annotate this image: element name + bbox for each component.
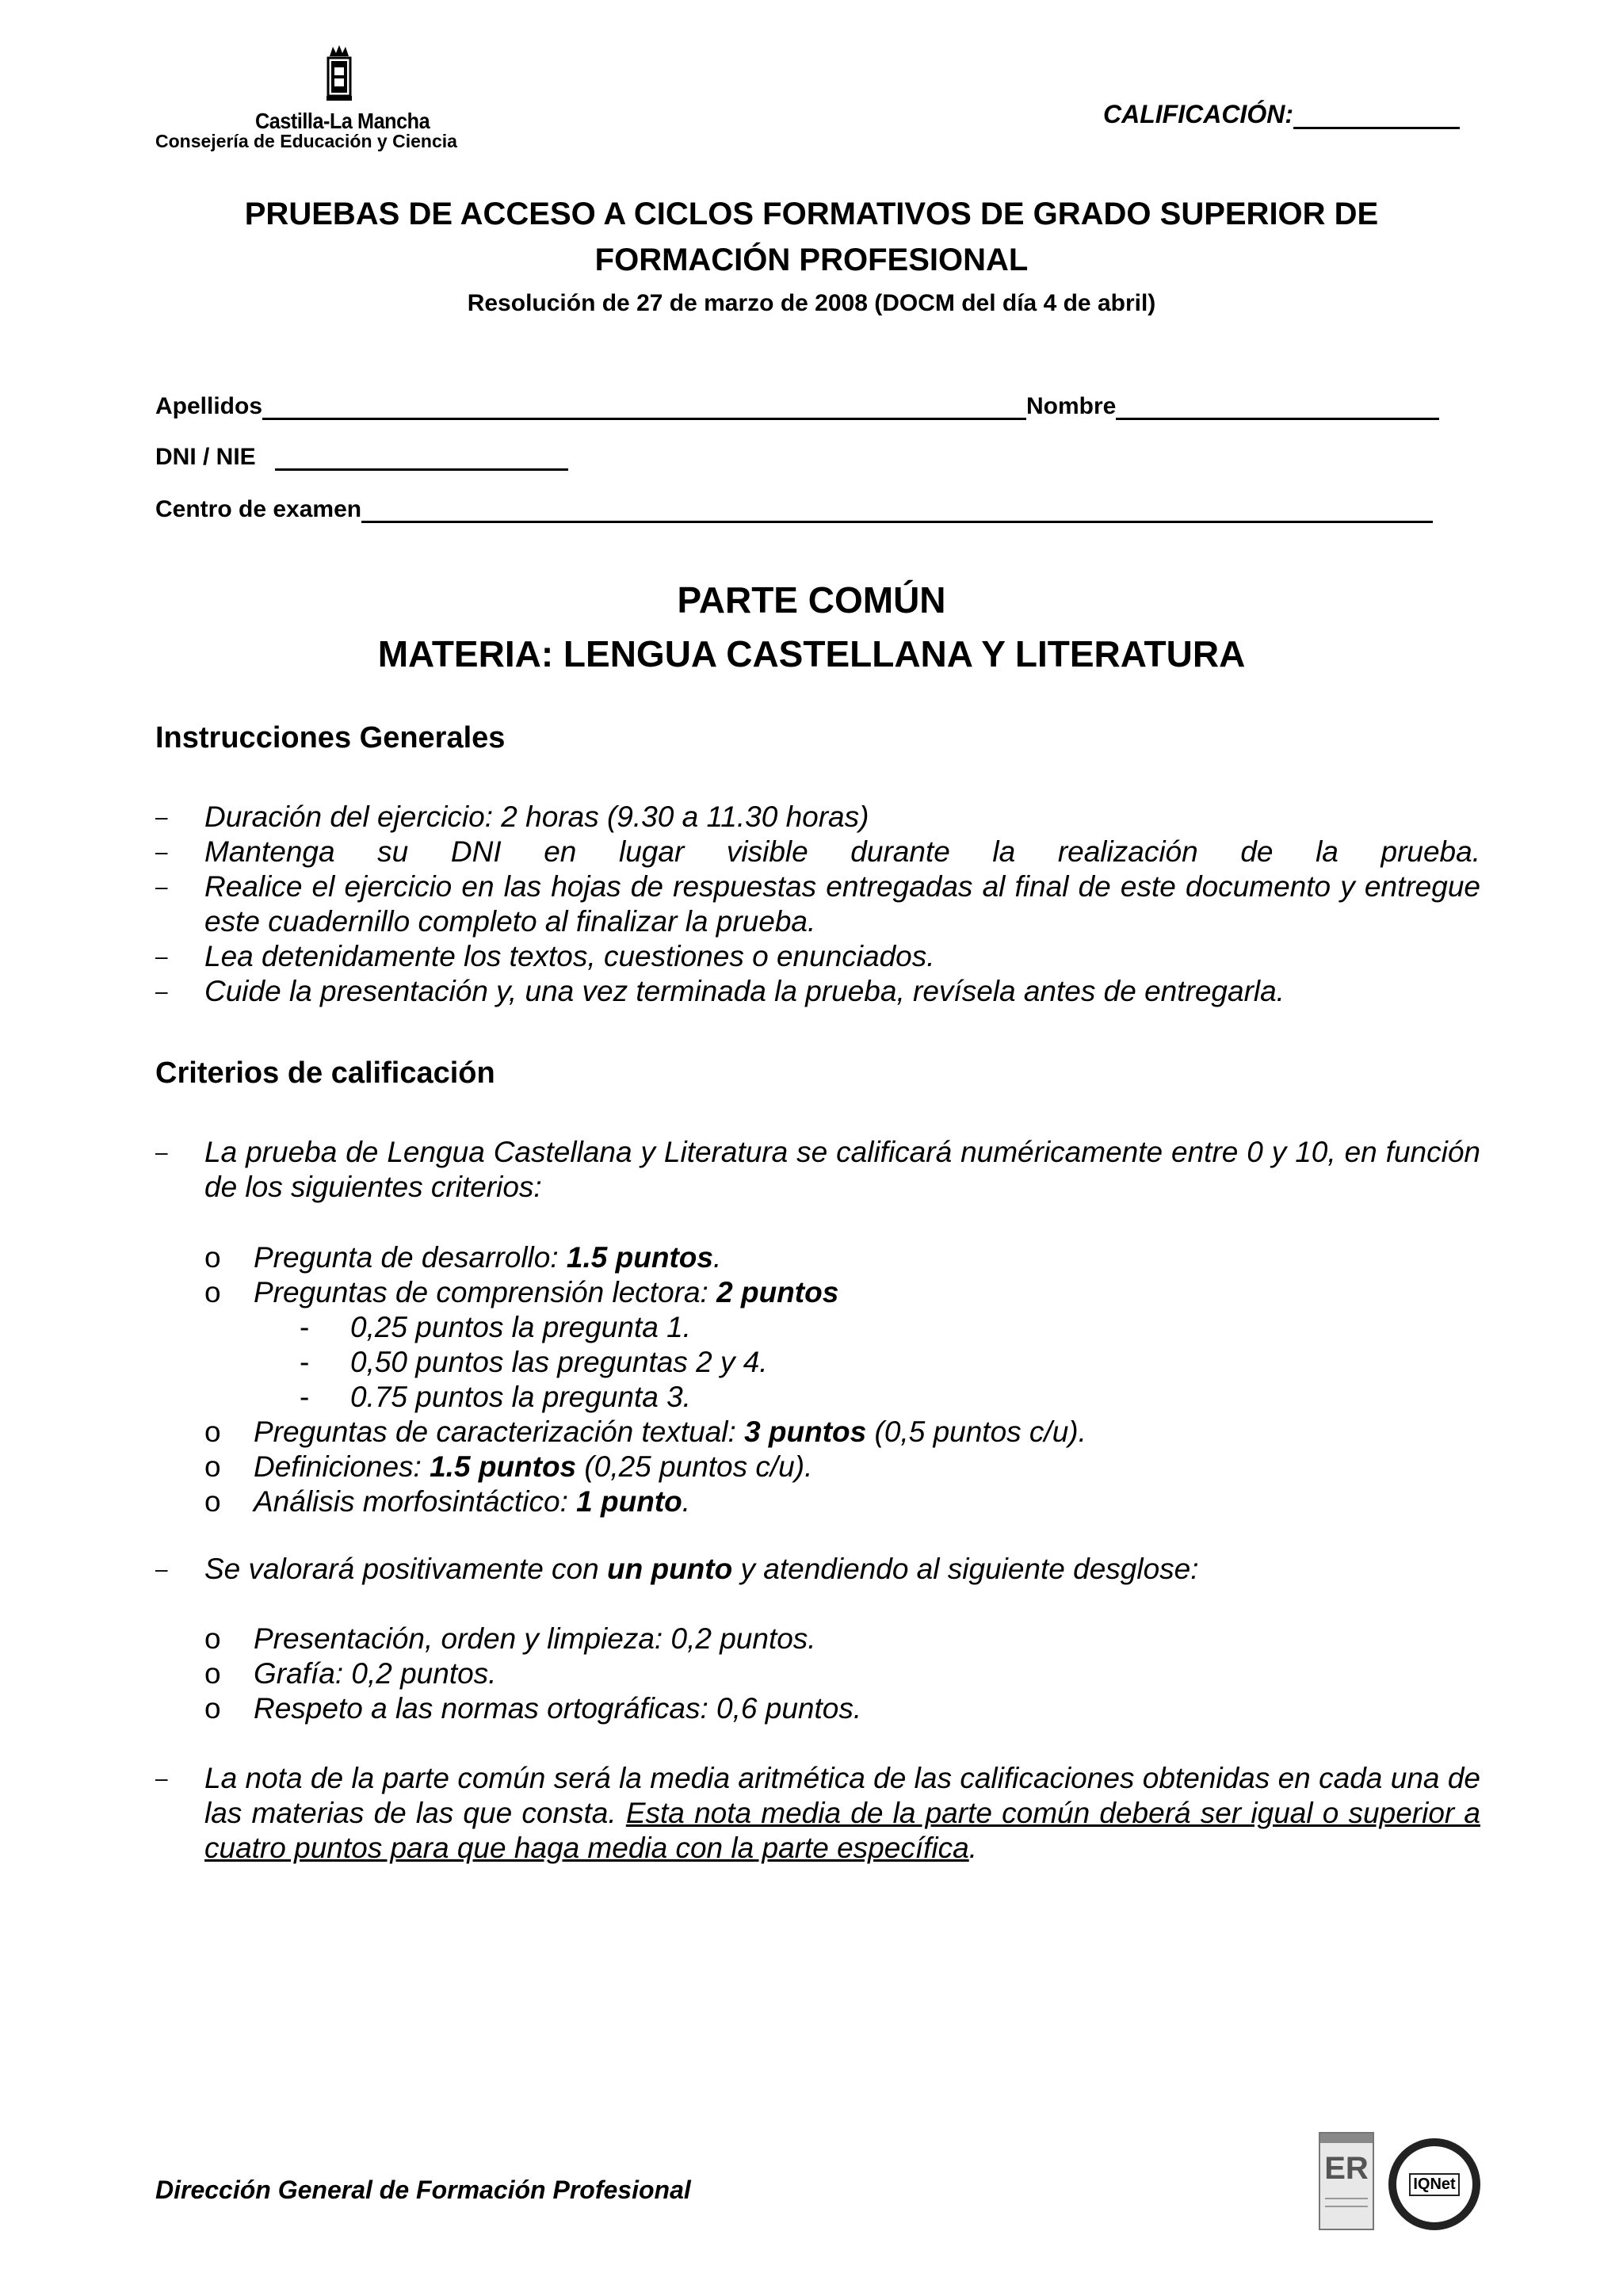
criteria-item: o Preguntas de caracterización textual: 3 puntos (0,5 puntos c/u). — [204, 1415, 1086, 1448]
grade-line[interactable] — [1293, 101, 1460, 129]
list-item: – Mantenga su DNI en lugar visible durante la realización de la prueba. — [155, 835, 1480, 868]
logo-department: Consejería de Educación y Ciencia — [155, 131, 457, 151]
bullet-icon: o — [204, 1415, 221, 1448]
bullet-icon: o — [204, 1450, 221, 1483]
valuation-subitem: o Respeto a las normas ortográficas: 0,6 puntos. — [204, 1692, 862, 1725]
bullet-icon: o — [204, 1276, 221, 1308]
criteria-heading: Criterios de calificación — [155, 1056, 495, 1090]
centro-input[interactable] — [361, 497, 1433, 523]
criteria-subitem: - 0,25 puntos la pregunta 1. — [300, 1311, 691, 1343]
logo-region: Castilla-La Mancha — [255, 109, 430, 133]
grade-field — [1103, 100, 1460, 129]
criteria-item: o Análisis morfosintáctico: 1 punto. — [204, 1485, 691, 1518]
valuation-subitem: o Grafía: 0,2 puntos. — [204, 1657, 497, 1690]
apellidos-input[interactable] — [262, 394, 1026, 420]
valuation-subitem: o Presentación, orden y limpieza: 0,2 puntos. — [204, 1622, 816, 1655]
bullet-icon: o — [204, 1692, 221, 1725]
list-item: – Realice el ejercicio en las hojas de respuestas entregadas al final de este documento y entregue este cuadernillo completo al finalizar la prueba. — [155, 870, 1480, 938]
valuation-item: – Se valorará positivamente con un punto y atendiendo al siguiente desglose: — [155, 1553, 1199, 1585]
resolution-text: Resolución de 27 de marzo de 2008 (DOCM del día 4 de abril) — [467, 290, 1156, 316]
centro-label: Centro de examen — [155, 496, 362, 522]
iqnet-mark: IQNet — [1409, 2173, 1459, 2196]
instructions-heading: Instrucciones Generales — [155, 721, 506, 755]
exam-title-line1: PRUEBAS DE ACCESO A CICLOS FORMATIVOS DE GRADO SUPERIOR DE — [244, 197, 1379, 231]
bullet-icon: o — [204, 1241, 221, 1274]
apellidos-row — [155, 393, 1439, 420]
grade-label: CALIFICACIÓN: — [1103, 100, 1293, 128]
bullet-icon: o — [204, 1485, 221, 1518]
coat-of-arms-icon — [323, 44, 355, 104]
list-item: – Lea detenidamente los textos, cuestiones o enunciados. — [155, 940, 935, 972]
dni-label: DNI / NIE — [155, 444, 256, 470]
logo — [155, 44, 520, 155]
criteria-subitem: - 0,50 puntos las preguntas 2 y 4. — [300, 1346, 768, 1378]
apellidos-label: Apellidos — [155, 393, 263, 419]
aenor-certification-icon — [1319, 2132, 1374, 2230]
dni-row — [155, 444, 568, 471]
nombre-input[interactable] — [1116, 394, 1439, 420]
list-item: – Duración del ejercicio: 2 horas (9.30 a 11.30 horas) — [155, 800, 869, 833]
criteria-item: o Pregunta de desarrollo: 1.5 puntos. — [204, 1241, 722, 1274]
exam-title-line2: FORMACIÓN PROFESIONAL — [594, 243, 1029, 277]
part-title: PARTE COMÚN — [677, 579, 946, 621]
nombre-label: Nombre — [1026, 393, 1117, 419]
bullet-icon: o — [204, 1657, 221, 1690]
criteria-item: o Definiciones: 1.5 puntos (0,25 puntos c/u). — [204, 1450, 813, 1483]
centro-row — [155, 496, 1433, 523]
iqnet-certification-icon — [1388, 2138, 1480, 2230]
final-note-item: – La nota de la parte común será la media aritmética de las calificaciones obtenidas en cada una de las materias de las que consta. Esta nota media de la parte común deberá ser igual o superior a cuatro puntos para que haga media con la parte específica. — [155, 1762, 1480, 1864]
subject-title: MATERIA: LENGUA CASTELLANA Y LITERATURA — [377, 633, 1246, 674]
footer-direction: Dirección General de Formación Profesional — [155, 2176, 691, 2204]
criteria-intro: – La prueba de Lengua Castellana y Literatura se calificará numéricamente entre 0 y 10, en función de los siguientes criterios: — [155, 1136, 1480, 1203]
bullet-icon: o — [204, 1622, 221, 1655]
dni-input[interactable] — [275, 445, 568, 471]
aenor-mark: ER — [1324, 2151, 1369, 2186]
list-item: – Cuide la presentación y, una vez terminada la prueba, revísela antes de entregarla. — [155, 975, 1285, 1007]
criteria-subitem: - 0.75 puntos la pregunta 3. — [300, 1381, 691, 1413]
criteria-item: o Preguntas de comprensión lectora: 2 puntos — [204, 1276, 839, 1308]
